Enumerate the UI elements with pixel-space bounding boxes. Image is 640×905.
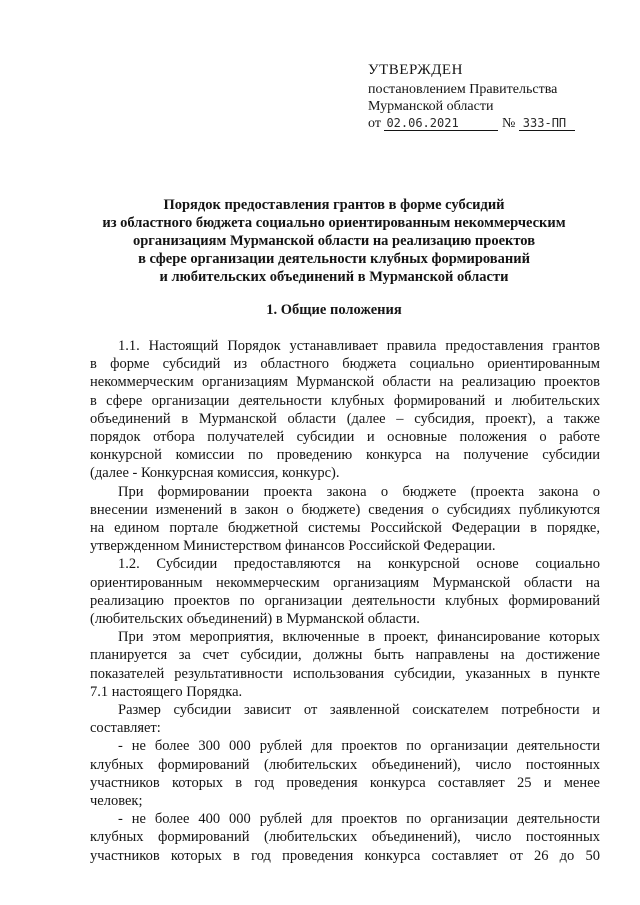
approval-line-1: постановлением Правительства bbox=[368, 82, 558, 97]
body-line: показателей результативности использования субсидии, указанных в пункте bbox=[90, 665, 600, 682]
body-line: Размер субсидии зависит от заявленной соискателем потребности и bbox=[118, 702, 600, 719]
number-prefix: № bbox=[501, 116, 516, 131]
body-line: При этом мероприятия, включенные в проект, финансирование которых bbox=[118, 629, 600, 646]
approval-date: 02.06.2021 bbox=[384, 117, 498, 131]
approval-stamp bbox=[368, 62, 608, 132]
body-line: При формировании проекта закона о бюджете (проекта закона о bbox=[118, 483, 600, 500]
body-line: клубных формирований (любительских объединений), число постоянных bbox=[90, 756, 600, 773]
section-heading: 1. Общие положения bbox=[266, 302, 402, 318]
body-line: - не более 400 000 рублей для проектов по организации деятельности bbox=[118, 811, 600, 828]
title-line: Порядок предоставления грантов в форме субсидий bbox=[163, 197, 505, 213]
approval-line-2: Мурманской области bbox=[368, 99, 494, 114]
body-line: планируется за счет субсидии, должны быть направлены на достижение bbox=[90, 647, 600, 664]
document-body bbox=[90, 337, 600, 865]
body-line: участников которых в год проведения конкурса составляет 25 и менее bbox=[90, 774, 600, 791]
body-line: объединений в Мурманской области (далее – субсидия, проект), а также bbox=[90, 410, 600, 427]
approval-title: УТВЕРЖДЕН bbox=[368, 62, 463, 78]
body-line: клубных формирований (любительских объединений), число постоянных bbox=[90, 829, 600, 846]
body-line: (любительских объединений) в Мурманской области. bbox=[90, 611, 420, 628]
body-line: (далее - Конкурсная комиссия, конкурс). bbox=[90, 465, 340, 482]
approval-number: 333-ПП bbox=[519, 117, 575, 131]
body-line: внесении изменений в закон о бюджете) сведения о субсидиях публикуются bbox=[90, 501, 600, 518]
body-line: 1.1. Настоящий Порядок устанавливает правила предоставления грантов bbox=[118, 338, 600, 354]
body-line: конкурсной комиссии по проведению конкурса на получение субсидии bbox=[90, 447, 600, 464]
title-line: и любительских объединений в Мурманской области bbox=[159, 269, 509, 285]
body-line: некоммерческим организациям Мурманской области на реализацию проектов bbox=[90, 374, 600, 391]
body-line: 7.1 настоящего Порядка. bbox=[90, 683, 243, 700]
body-line: составляет: bbox=[90, 720, 161, 737]
approval-date-row bbox=[368, 115, 608, 132]
body-line: утвержденном Министерством финансов Российской Федерации. bbox=[90, 538, 496, 555]
title-line: организациям Мурманской области на реализацию проектов bbox=[132, 233, 536, 249]
title-line: в сфере организации деятельности клубных формирований bbox=[138, 251, 530, 267]
body-line: участников которых в год проведения конкурса составляет от 26 до 50 bbox=[90, 847, 600, 864]
body-line: реализацию проектов по организации деятельности клубных формирований bbox=[90, 592, 600, 609]
body-line: в сфере организации деятельности клубных формирований и любительских bbox=[90, 392, 600, 409]
body-line: человек; bbox=[90, 793, 143, 810]
title-line: из областного бюджета социально ориентированным некоммерческим bbox=[102, 215, 566, 231]
body-line: 1.2. Субсидии предоставляются на конкурсной основе социально bbox=[118, 556, 600, 573]
body-line: в форме субсидий из областного бюджета социально ориентированным bbox=[90, 356, 600, 373]
document-title bbox=[84, 196, 584, 286]
date-prefix: от bbox=[368, 116, 381, 131]
body-line: порядок отбора получателей субсидии и основные положения о работе bbox=[90, 429, 600, 446]
body-line: на едином портале бюджетной системы Российской Федерации в порядке, bbox=[90, 520, 600, 537]
body-line: ориентированным некоммерческим организациям Мурманской области на bbox=[90, 574, 600, 591]
body-line: - не более 300 000 рублей для проектов по организации деятельности bbox=[118, 738, 600, 755]
